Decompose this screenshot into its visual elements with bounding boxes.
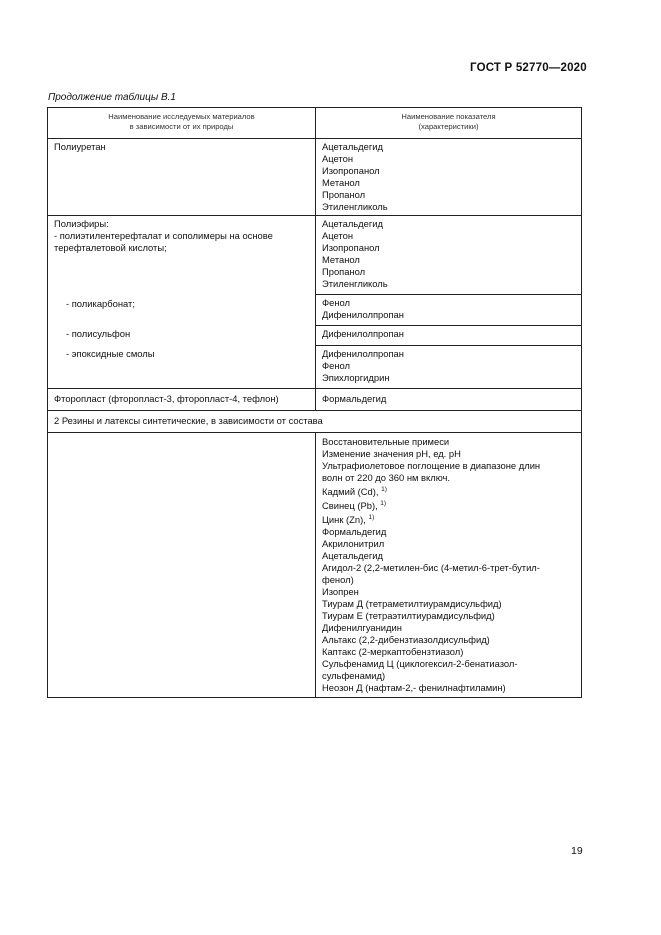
material-cell (48, 139, 316, 216)
indicator-cell-rubber: Восстановительные примеси Изменение значения рН, ед. рН Ультрафиолетовое поглощение в диапазоне длин волн от 220 до 360 нм включ. Кадмий (Cd), $^{1)}$ Свинец (Pb), $^{1)}$ Цинк (Zn), $^{1)}$ Формальдегид Акрилонитрил Ацетальдегид Агидол-2 (2,2-метилен-бис (4-метил-6-трет-бутил- фенол) Изопрен Тиурам Д (тетраметилтиурамдисульфид) Тиурам Е (тетраэтилтиурамдисульфид) Дифенилгуанидин Альтакс (2,2-дибензтиазолдисульфид) Каптакс (2-меркаптобензтиазол) Сульфенамид Ц (циклогексил-2-бенатиазол- сульфенамид) Неозон Д (нафтам-2,- фенилнафтиламин) (316, 433, 582, 698)
footnote-marker: 1) (381, 486, 387, 493)
material-cell-empty (48, 433, 316, 698)
material-label: Полиэфиры: (54, 218, 109, 229)
epoxy-label: - эпоксидные смолы (66, 348, 155, 359)
table-row-polyurethane (48, 139, 582, 216)
col2-header: Наименование показателя (характеристики) (316, 108, 582, 139)
material-cell-polyesters: Полиэфиры: - полиэтилентерефталат и сополимеры на основе терефталетовой кислоты; - поликарбонат; - полисульфон - эпоксидные смолы (48, 216, 316, 389)
table-row-polyesters (48, 216, 582, 295)
table-row-fluoroplast (48, 389, 582, 411)
material-label: Полиуретан (54, 141, 106, 152)
section-title: 2 Резины и латексы синтетические, в зависимости от состава (48, 411, 582, 433)
material-cell: Фторопласт (фторопласт-3, фторопласт-4, тефлон) (48, 389, 316, 411)
table-header-row (48, 108, 582, 139)
col1-header: Наименование исследуемых материалов в зависимости от их природы (48, 108, 316, 139)
footnote-marker: 1) (380, 500, 387, 507)
page-number: 19 (571, 845, 583, 857)
indicator-cell: Ацетальдегид Ацетон Изопропанол Метанол Пропанол Этиленгликоль (316, 139, 582, 216)
polysulfone-label: - полисульфон (66, 328, 131, 339)
table-section-row (48, 411, 582, 433)
table-caption: Продолжение таблицы В.1 (48, 92, 176, 103)
indicator-cell: Формальдегид (316, 389, 582, 411)
polycarbonate-label: - поликарбонат; (66, 298, 135, 309)
indicator-cell: Дифенилолпропан (316, 326, 582, 346)
footnote-marker: 1) (368, 514, 375, 521)
materials-table (47, 107, 582, 698)
indicator-cell: Ацетальдегид Ацетон Изопропанол Метанол Пропанол Этиленгликоль (316, 216, 582, 295)
table-row-rubber (48, 433, 582, 698)
indicator-cell: Фенол Дифенилолпропан (316, 295, 582, 326)
indicator-cell: Дифенилолпропан Фенол Эпихлоргидрин (316, 346, 582, 389)
document-id: ГОСТ Р 52770—2020 (470, 62, 587, 74)
